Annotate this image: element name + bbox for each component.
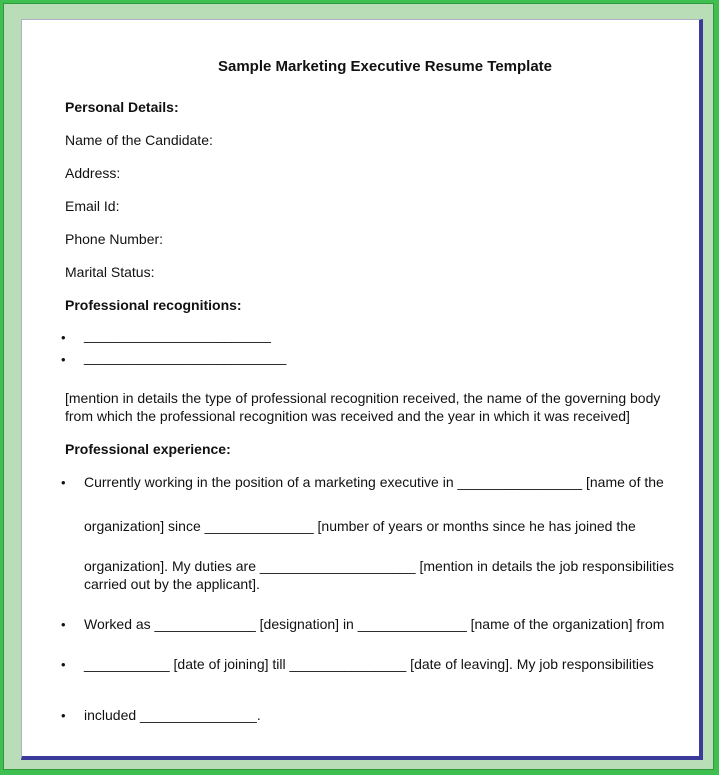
field-address: Address: <box>65 165 121 181</box>
bullet-icon: • <box>61 657 66 672</box>
recognitions-heading: Professional recognitions: <box>65 297 242 313</box>
experience-item1-line4: carried out by the applicant]. <box>84 576 260 592</box>
experience-item2-line2: ___________ [date of joining] till _______________ [date of leaving]. My job responsibilities <box>84 656 654 672</box>
personal-details-heading: Personal Details: <box>65 99 179 115</box>
bullet-icon: • <box>61 708 66 723</box>
experience-item2-line1: Worked as _____________ [designation] in ______________ [name of the organization] from <box>84 616 665 632</box>
experience-item1-line3: organization]. My duties are ____________________ [mention in details the job responsibilities <box>84 558 674 574</box>
experience-heading: Professional experience: <box>65 441 231 457</box>
recognition-note-line-1: [mention in details the type of professional recognition received, the name of the governing body <box>65 390 661 406</box>
field-email: Email Id: <box>65 198 120 214</box>
experience-item1-line2: organization] since ______________ [number of years or months since he has joined the <box>84 518 636 534</box>
field-candidate-name: Name of the Candidate: <box>65 132 213 148</box>
field-phone: Phone Number: <box>65 231 164 247</box>
recognition-blank-2: __________________________ <box>84 349 287 365</box>
bullet-icon: • <box>61 475 66 490</box>
recognition-note-line-2: from which the professional recognition was received and the year in which it was received] <box>65 408 630 424</box>
recognition-blank-1: ________________________ <box>84 327 271 343</box>
field-marital-status: Marital Status: <box>65 264 155 280</box>
bullet-icon: • <box>61 617 66 632</box>
experience-item1-line1: Currently working in the position of a marketing executive in ________________ [name of the <box>84 474 664 490</box>
bullet-icon: • <box>61 330 66 345</box>
outer-frame <box>3 3 714 770</box>
experience-item2-line3: included _______________. <box>84 707 261 723</box>
bullet-icon: • <box>61 352 66 367</box>
document-page <box>21 19 703 760</box>
document-title: Sample Marketing Executive Resume Template <box>218 58 553 75</box>
